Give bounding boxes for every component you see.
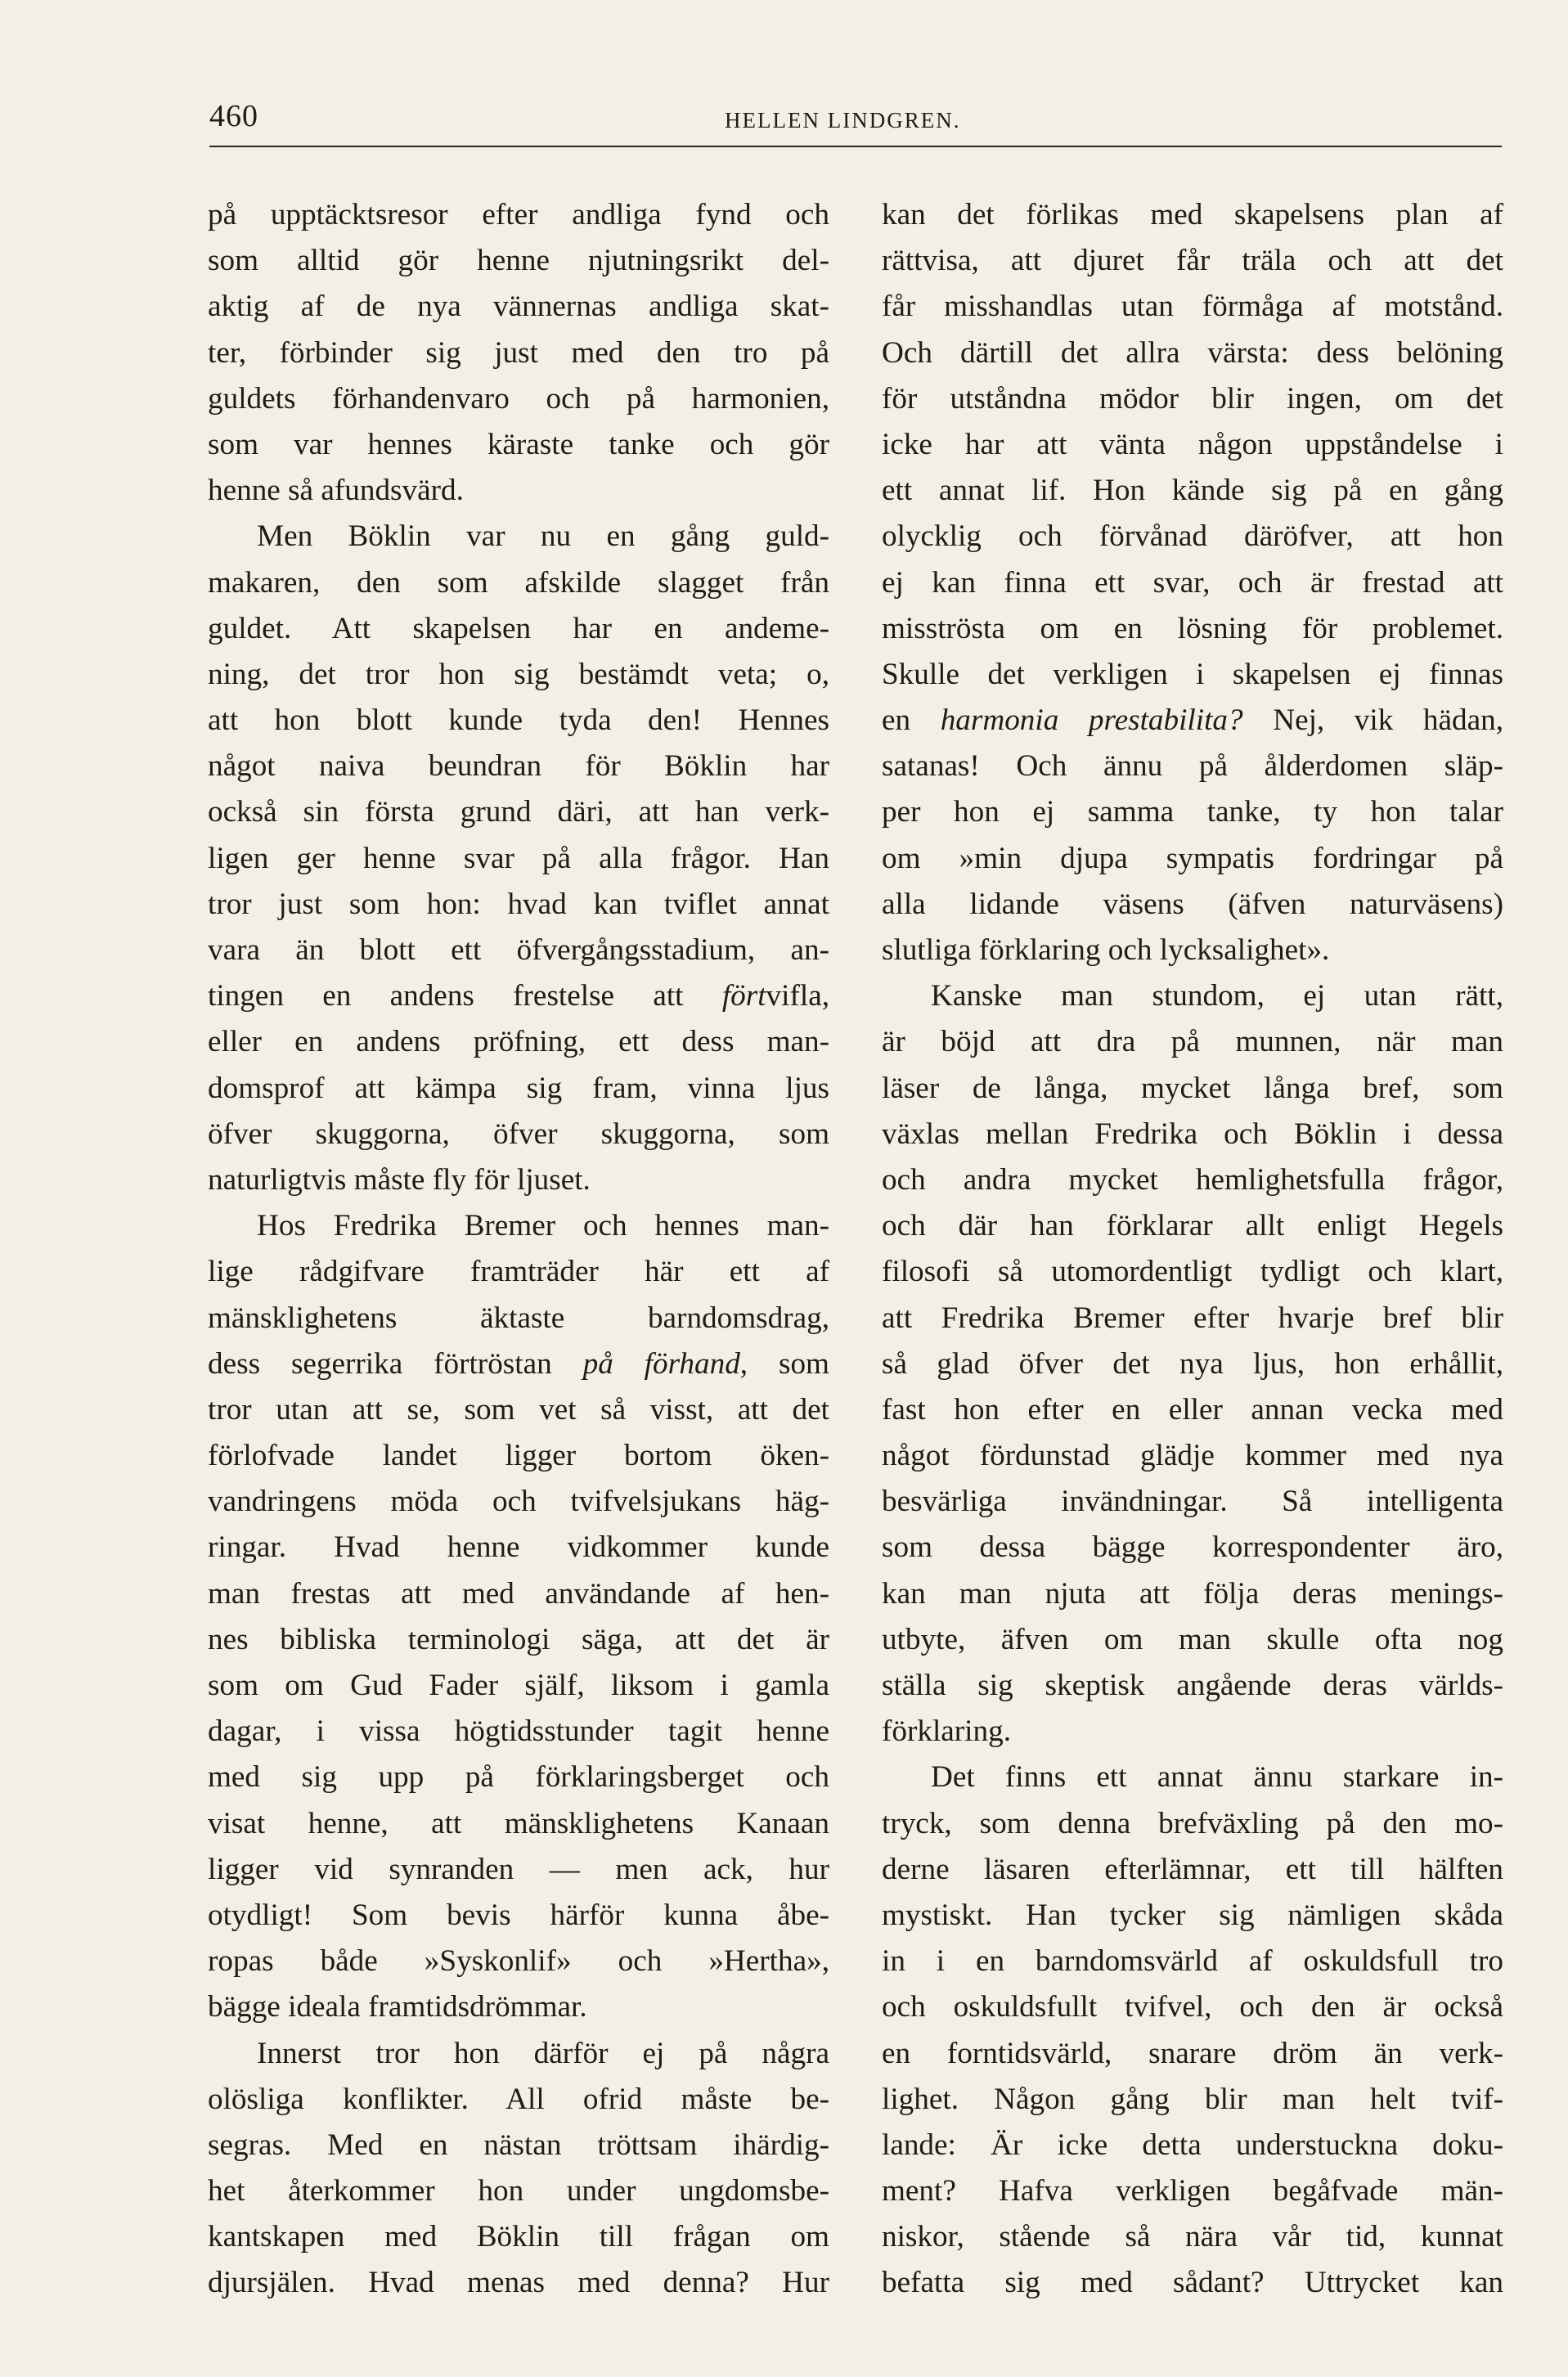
text-line: mystiskt. Han tycker sig nämligen skåda [882, 1898, 1503, 1932]
text-line: som dessa bägge korrespondenter äro, [882, 1530, 1503, 1565]
text-line: att hon blott kunde tyda den! Hennes [208, 703, 829, 738]
text-line: niskor, stående så nära vår tid, kunnat [882, 2220, 1503, 2254]
text-line: visat henne, att mänsklighetens Kanaan [208, 1806, 829, 1840]
text-line [208, 973, 829, 1019]
text-line: olycklig och förvånad däröfver, att hon [882, 519, 1503, 554]
text-line: förlofvade landet ligger bortom öken- [208, 1439, 829, 1473]
text-line: ligger vid synranden — men ack, hur [208, 1852, 829, 1886]
text-line: tror just som hon: hvad kan tviflet annat [208, 887, 829, 921]
paragraph-start: Innerst tror hon därför ej på några [257, 2036, 829, 2070]
text-run: vifla, [766, 979, 829, 1013]
text-line: per hon ej samma tanke, ty hon talar [882, 795, 1503, 829]
text-line: ter, förbinder sig just med den tro på [208, 335, 829, 370]
text-line: ställa sig skeptisk angående deras världs- [882, 1669, 1503, 1702]
italic-emphasis: fört [721, 979, 766, 1013]
text-line: en forntidsvärld, snarare dröm än verk- [882, 2036, 1503, 2070]
text-line: kantskapen med Böklin till frågan om [208, 2220, 829, 2254]
text-line: guldets förhandenvaro och på harmonien, [208, 381, 829, 416]
text-line: vandringens möda och tvifvelsjukans häg- [208, 1485, 829, 1519]
text-line: tryck, som denna brefväxling på den mo- [882, 1806, 1503, 1840]
paragraph-start: Kanske man stundom, ej utan rätt, [931, 979, 1503, 1013]
text-line: bägge ideala framtidsdrömmar. [208, 1990, 587, 2024]
text-line: öfver skuggorna, öfver skuggorna, som [208, 1117, 829, 1151]
text-line: lige rådgifvare framträder här ett af [208, 1255, 829, 1289]
text-line: besvärliga invändningar. Så intelligenta [882, 1485, 1503, 1519]
text-line: aktig af de nya vännernas andliga skat- [208, 290, 829, 324]
text-line: henne så afundsvärd. [208, 474, 464, 508]
paragraph-start: Men Böklin var nu en gång guld- [257, 519, 829, 554]
text-line: tror utan att se, som vet så visst, att det [208, 1392, 829, 1427]
text-line: med sig upp på förklaringsberget och [208, 1760, 829, 1795]
text-line: också sin första grund däri, att han verk- [208, 795, 829, 829]
text-run: dess segerrika förtröstan [208, 1346, 583, 1381]
text-line: ringar. Hvad henne vidkommer kunde [208, 1530, 829, 1565]
text-line: otydligt! Som bevis härför kunna åbe- [208, 1898, 829, 1932]
text-line: naturligtvis måste fly för ljuset. [208, 1162, 591, 1197]
text-line: slutliga förklaring och lycksalighet». [882, 933, 1330, 967]
header-rule [209, 146, 1502, 147]
text-line: filosofi så utomordentligt tydligt och klart, [882, 1255, 1503, 1289]
text-line: förklaring. [882, 1714, 1011, 1749]
text-line: växlas mellan Fredrika och Böklin i dessa [882, 1117, 1503, 1151]
text-line: som alltid gör henne njutningsrikt del- [208, 244, 829, 278]
italic-emphasis: på förhand [582, 1346, 740, 1381]
text-line: får misshandlas utan förmåga af motstånd. [882, 290, 1503, 324]
text-run: en [882, 703, 941, 738]
left-column [208, 192, 829, 2307]
text-line: makaren, den som afskilde slagget från [208, 565, 829, 600]
text-line: mänsklighetens äktaste barndomsdrag, [208, 1301, 829, 1335]
running-head [209, 97, 1502, 142]
text-line: vara än blott ett öfvergångsstadium, an- [208, 933, 829, 967]
text-line: och där han förklarar allt enligt Hegels [882, 1209, 1503, 1243]
text-line: för utståndna mödor blir ingen, om det [882, 381, 1503, 416]
text-line: rättvisa, att djuret får träla och att det [882, 244, 1503, 278]
text-line: Och därtill det allra värsta: dess belöning [882, 335, 1503, 370]
text-line: man frestas att med användande af hen- [208, 1576, 829, 1611]
text-line: in i en barndomsvärld af oskuldsfull tro [882, 1944, 1503, 1979]
text-line: icke har att vänta någon uppståndelse i [882, 427, 1503, 461]
text-line: ligen ger henne svar på alla frågor. Han [208, 841, 829, 875]
text-line: som om Gud Fader själf, liksom i gamla [208, 1669, 829, 1702]
text-line: fast hon efter en eller annan vecka med [882, 1392, 1503, 1427]
text-line: lighet. Någon gång blir man helt tvif- [882, 2082, 1503, 2116]
text-line: läser de långa, mycket långa bref, som [882, 1071, 1503, 1105]
text-line: kan det förlikas med skapelsens plan af [882, 198, 1503, 231]
text-line: derne läsaren efterlämnar, ett till hälften [882, 1852, 1503, 1886]
text-line: guldet. Att skapelsen har en andeme- [208, 611, 829, 645]
text-line: ning, det tror hon sig bestämdt veta; o, [208, 657, 829, 691]
text-line: något naiva beundran för Böklin har [208, 749, 829, 784]
running-title: HELLEN LINDGREN. [725, 108, 961, 133]
text-line: och oskuldsfullt tvifvel, och den är också [882, 1990, 1503, 2024]
text-line: utbyte, äfven om man skulle ofta nog [882, 1622, 1503, 1656]
text-run: , som [739, 1346, 829, 1381]
italic-emphasis: harmonia prestabilita? [940, 703, 1243, 738]
text-run: Nej, vik hädan, [1242, 703, 1503, 738]
text-line: och andra mycket hemlighetsfulla frågor, [882, 1162, 1503, 1197]
page-number: 460 [209, 99, 258, 133]
text-run: tingen en andens frestelse att [208, 979, 722, 1013]
text-line: att Fredrika Bremer efter hvarje bref blir [882, 1301, 1503, 1335]
text-line: ropas både »Syskonlif» och »Hertha», [208, 1944, 829, 1979]
text-line: ment? Hafva verkligen begåfvade män- [882, 2174, 1503, 2208]
paragraph-start: Hos Fredrika Bremer och hennes man- [257, 1209, 829, 1243]
text-line: satanas! Och ännu på ålderdomen släp- [882, 749, 1503, 784]
text-line: något fördunstad glädje kommer med nya [882, 1439, 1503, 1473]
text-line: het återkommer hon under ungdomsbe- [208, 2174, 829, 2208]
text-line: om »min djupa sympatis fordringar på [882, 841, 1503, 875]
text-line: kan man njuta att följa deras menings- [882, 1576, 1503, 1611]
text-line: så glad öfver det nya ljus, hon erhållit, [882, 1346, 1503, 1381]
text-line: som var hennes käraste tanke och gör [208, 427, 829, 461]
paragraph-start: Det finns ett annat ännu starkare in- [931, 1760, 1503, 1795]
text-line: lande: Är icke detta understuckna doku- [882, 2128, 1503, 2162]
text-line: djursjälen. Hvad menas med denna? Hur [208, 2266, 829, 2300]
text-line: misströsta om en lösning för problemet. [882, 611, 1503, 645]
text-line: dagar, i vissa högtidsstunder tagit henne [208, 1714, 829, 1749]
text-line: olösliga konflikter. All ofrid måste be- [208, 2082, 829, 2116]
text-line [208, 1341, 829, 1387]
text-line: Skulle det verkligen i skapelsen ej finnas [882, 657, 1503, 691]
text-line: befatta sig med sådant? Uttrycket kan [882, 2266, 1503, 2300]
right-column [882, 192, 1503, 2307]
text-line: segras. Med en nästan tröttsam ihärdig- [208, 2128, 829, 2162]
text-line: ett annat lif. Hon kände sig på en gång [882, 474, 1503, 508]
text-line: nes bibliska terminologi säga, att det är [208, 1622, 829, 1656]
text-line: på upptäcktsresor efter andliga fynd och [208, 198, 829, 231]
text-line: är böjd att dra på munnen, när man [882, 1025, 1503, 1059]
text-line [882, 698, 1503, 744]
text-line: domsprof att kämpa sig fram, vinna ljus [208, 1071, 829, 1105]
text-line: ej kan finna ett svar, och är frestad att [882, 565, 1503, 600]
text-line: eller en andens pröfning, ett dess man- [208, 1025, 829, 1059]
text-line: alla lidande väsens (äfven naturväsens) [882, 887, 1503, 921]
